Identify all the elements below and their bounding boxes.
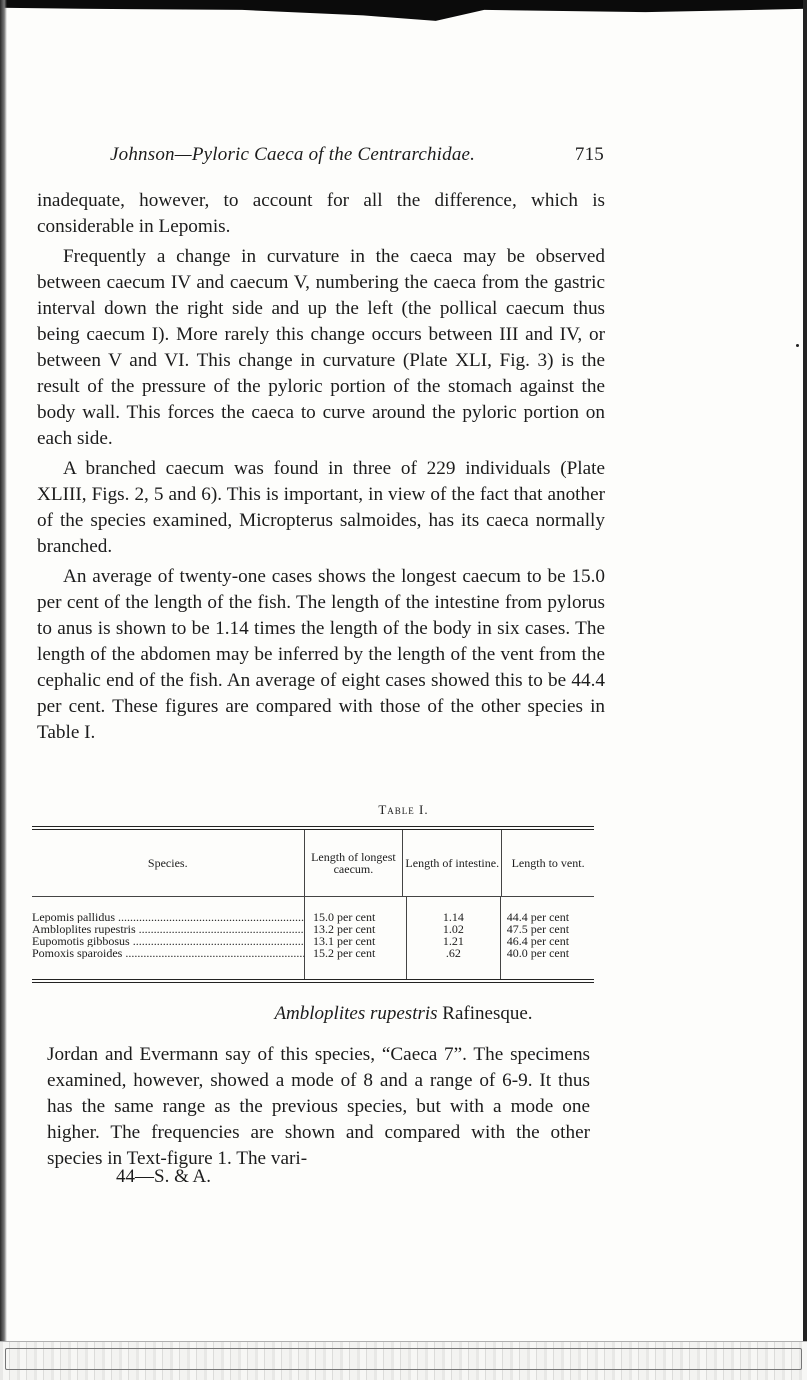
vent-column	[500, 897, 594, 979]
paragraph: Jordan and Evermann say of this species, “Caeca 7”. The specimens examined, however, showed a mode of 8 and a range of 6-9. It thus has the same range as the previous species, but with a mode one higher. The frequencies are shown and compared with the other species in Text-figure 1. The vari-	[47, 1044, 590, 1169]
table-cell: 15.0 per cent	[313, 910, 376, 924]
header-species: Species.	[147, 856, 188, 870]
section-species: Ambloplites rupestris	[274, 1003, 438, 1024]
scan-speck	[796, 344, 799, 347]
header-intestine: Length of intestine.	[402, 830, 501, 896]
body-text-2	[47, 1042, 590, 1172]
table-cell: 13.2 per cent	[313, 922, 376, 936]
scan-top-edge	[0, 0, 807, 22]
table-cell: .62	[445, 946, 461, 960]
paragraph: An average of twenty-one cases shows the longest caecum to be 15.0 per cent of the length of the fish. The length of the intestine from pylorus to anus is shown to be 1.14 times the length of the body in six cases. The length of the abdomen may be inferred by the length of the vent from the cephalic end of the fish. An average of eight cases showed this to be 44.4 per cent. These figures are compared with those of the other species in Table I.	[37, 566, 605, 743]
table-cell: Ambloplites rupestris .....	[32, 923, 304, 935]
table-cell: 46.4 per cent	[506, 934, 570, 948]
table-title: Table I.	[378, 802, 429, 817]
table-body	[32, 897, 594, 979]
table-header	[32, 830, 594, 897]
paragraph: Frequently a change in curvature in the caeca may be observed between caecum IV and caecum V, numbering the caeca from the gastric interval down the right side and up the left (the pollical caecum thus being caecum I). More rarely this change occurs between III and IV, or between V and VI. This change in curvature (Plate XLI, Fig. 3) is the result of the pressure of the pyloric portion of the stomach against the body wall. This forces the caeca to curve around the pyloric portion on each side.	[37, 246, 605, 449]
data-table	[32, 826, 594, 983]
table-cell: Pomoxis sparoides .....	[32, 947, 304, 959]
caecum-column	[304, 897, 406, 979]
running-head	[110, 144, 604, 166]
table-cell: 1.21	[442, 934, 464, 948]
table-cell: 1.02	[442, 922, 464, 936]
header-vent: Length to vent.	[501, 830, 594, 896]
table-cell: 40.0 per cent	[506, 946, 570, 960]
section-heading	[0, 1003, 807, 1025]
table-cell: 47.5 per cent	[506, 922, 570, 936]
table-cell: 1.14	[442, 910, 464, 924]
signature-mark: 44—S. & A.	[116, 1166, 212, 1187]
table-cell: 13.1 per cent	[313, 934, 376, 948]
header-caecum: Length of longest caecum.	[304, 830, 403, 896]
table-cell: Lepomis pallidus .....	[32, 911, 304, 923]
table-cell: Eupomotis gibbosus .....	[32, 935, 304, 947]
table-cell: 15.2 per cent	[313, 946, 376, 960]
section-author: Rafinesque.	[442, 1003, 533, 1024]
running-head-title: Johnson—Pyloric Caeca of the Centrarchidae.	[110, 144, 476, 165]
scan-left-edge	[0, 0, 7, 1380]
page-number: 715	[574, 144, 604, 165]
species-column	[32, 897, 304, 979]
intestine-column	[406, 897, 500, 979]
body-text	[37, 188, 605, 750]
table-cell: 44.4 per cent	[506, 910, 570, 924]
scan-bottom-edge	[0, 1341, 807, 1380]
scan-right-edge	[803, 0, 807, 1380]
paragraph: inadequate, however, to account for all the difference, which is considerable in Lepomis.	[37, 190, 605, 237]
paragraph: A branched caecum was found in three of 229 individuals (Plate XLIII, Figs. 2, 5 and 6). This is important, in view of the fact that another of the species examined, Micropterus salmoides, has its caeca normally branched.	[37, 458, 605, 557]
